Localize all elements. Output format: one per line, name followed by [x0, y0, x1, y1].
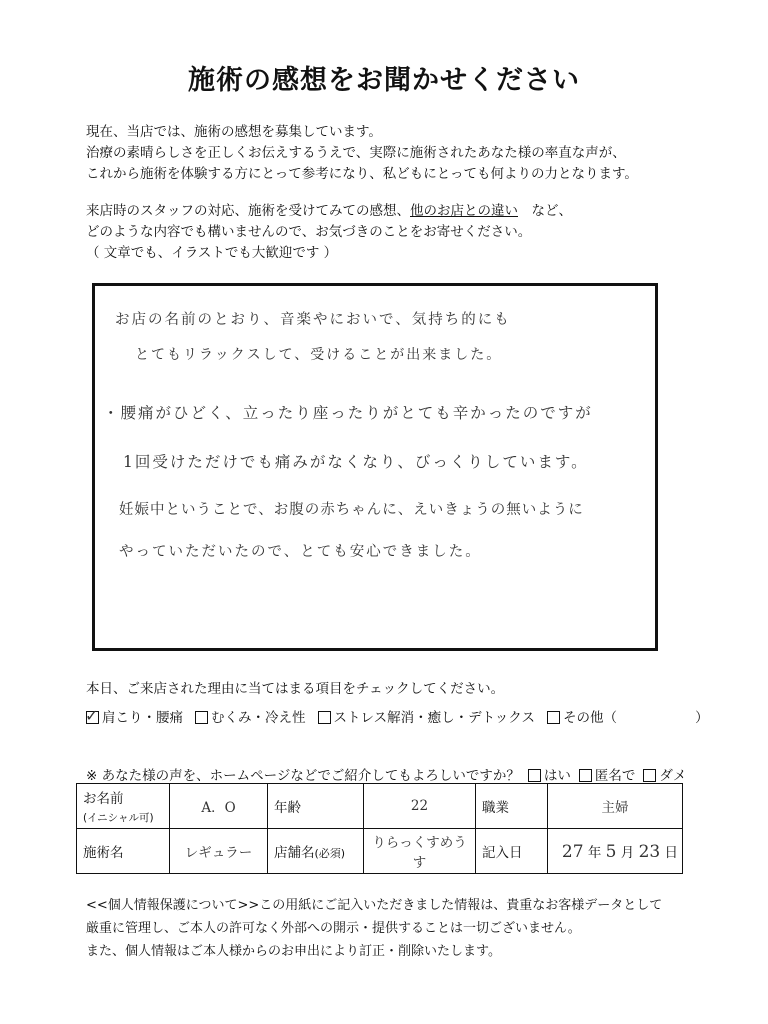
- date-day: 23: [638, 841, 661, 862]
- checkbox[interactable]: [643, 769, 656, 782]
- date-field[interactable]: [548, 829, 683, 874]
- comment-line: 妊娠中ということで、お腹の赤ちゃんに、えいきょうの無いように: [119, 502, 584, 518]
- name-label: お名前: [83, 791, 124, 807]
- privacy-line-1: <<個人情報保護について>>この用紙にご記入いただきました情報は、貴重なお客様データとして: [86, 898, 663, 913]
- comment-line: ・腰痛がひどく、立ったり座ったりがとても辛かったのですが: [103, 404, 593, 422]
- checkbox[interactable]: [528, 769, 541, 782]
- checkbox[interactable]: [85, 705, 99, 725]
- job-label: 職業: [476, 784, 548, 829]
- comment-line: とてもリラックスして、受けることが出来ました。: [135, 347, 503, 363]
- reason-other-close: ）: [695, 710, 709, 726]
- store-field[interactable]: りらっくすめうす: [364, 829, 476, 874]
- comment-line: 1回受けただけでも痛みがなくなり、びっくりしています。: [123, 453, 589, 471]
- intro-line-2: 治療の素晴らしさを正しくお伝えするうえで、実際に施術されたあなた様の率直な声が、: [86, 145, 626, 161]
- privacy-line-2: 厳重に管理し、ご本人の許可なく外部への開示・提供することは一切ございません。: [86, 921, 581, 936]
- reason-checklist: [86, 706, 709, 726]
- intro-line-1: 現在、当店では、施術の感想を募集しています。: [86, 124, 382, 140]
- comment-line: お店の名前のとおり、音楽やにおいで、気持ち的にも: [115, 312, 511, 328]
- intro-line-4-c: など、: [531, 203, 572, 219]
- comment-box[interactable]: [92, 283, 658, 651]
- intro-line-5: どのような内容でも構いませんので、お気づきのことをお寄せください。: [86, 224, 532, 240]
- reason-other[interactable]: [547, 706, 617, 726]
- intro-line-4: [86, 201, 572, 221]
- name-sub-label: (イニシャル可): [83, 812, 154, 824]
- reason-label: ストレス解消・癒し・デトックス: [333, 710, 536, 726]
- reason-label: むくみ・冷え性: [211, 710, 306, 726]
- name-field[interactable]: A．O: [170, 784, 268, 829]
- checkbox[interactable]: [547, 711, 560, 724]
- store-label: 店舗名: [274, 845, 315, 861]
- age-field[interactable]: 22: [364, 784, 476, 829]
- reason-label: その他（: [563, 710, 618, 726]
- course-field[interactable]: レギュラー: [170, 829, 268, 874]
- intro-line-6: （ 文章でも、イラストでも大歓迎です ）: [86, 245, 338, 261]
- reason-question: 本日、ご来店された理由に当てはまる項目をチェックしてください。: [86, 681, 505, 697]
- permission-option-no[interactable]: [643, 764, 686, 784]
- store-sub-label: (必須): [314, 847, 346, 860]
- checkbox[interactable]: [195, 711, 208, 724]
- customer-info-table: [76, 783, 683, 874]
- option-label: はい: [543, 768, 571, 784]
- reason-shoulder-back[interactable]: [86, 706, 183, 726]
- permission-option-yes[interactable]: [528, 764, 571, 784]
- page-title: 施術の感想をお聞かせください: [188, 65, 580, 96]
- permission-row: [86, 764, 686, 784]
- comment-line: やっていただいたので、とても安心できました。: [119, 544, 482, 560]
- date-year-unit: 年: [587, 844, 602, 861]
- age-label: 年齢: [268, 784, 364, 829]
- intro-line-3: これから施術を体験する方にとって参考になり、私どもにとっても何よりの力となります。: [86, 166, 638, 182]
- store-label-cell: [268, 829, 364, 874]
- permission-question: ※ あなた様の声を、ホームページなどでご紹介してもよろしいですか？: [86, 768, 520, 784]
- privacy-line-3: また、個人情報はご本人様からのお申出により訂正・削除いたします。: [86, 944, 501, 959]
- reason-swelling[interactable]: [195, 706, 306, 726]
- permission-option-anonymous[interactable]: [579, 764, 636, 784]
- date-year: 27: [561, 841, 584, 862]
- name-label-cell: [77, 784, 170, 829]
- intro-line-4-underlined: 他のお店との違い: [410, 203, 518, 219]
- option-label: 匿名で: [594, 768, 636, 784]
- date-label: 記入日: [476, 829, 548, 874]
- option-label: ダメ: [659, 768, 687, 784]
- date-month: 5: [605, 841, 617, 862]
- job-field[interactable]: 主婦: [548, 784, 683, 829]
- checkbox[interactable]: [579, 769, 592, 782]
- date-day-unit: 日: [664, 844, 678, 861]
- checkbox[interactable]: [318, 711, 331, 724]
- intro-line-4-a: 来店時のスタッフの対応、施術を受けてみての感想、: [86, 203, 410, 219]
- reason-label: 肩こり・腰痛: [102, 710, 183, 726]
- date-month-unit: 月: [620, 844, 635, 861]
- checkmark-icon: ✓: [85, 705, 99, 725]
- course-label: 施術名: [77, 829, 170, 874]
- reason-stress[interactable]: [318, 706, 536, 726]
